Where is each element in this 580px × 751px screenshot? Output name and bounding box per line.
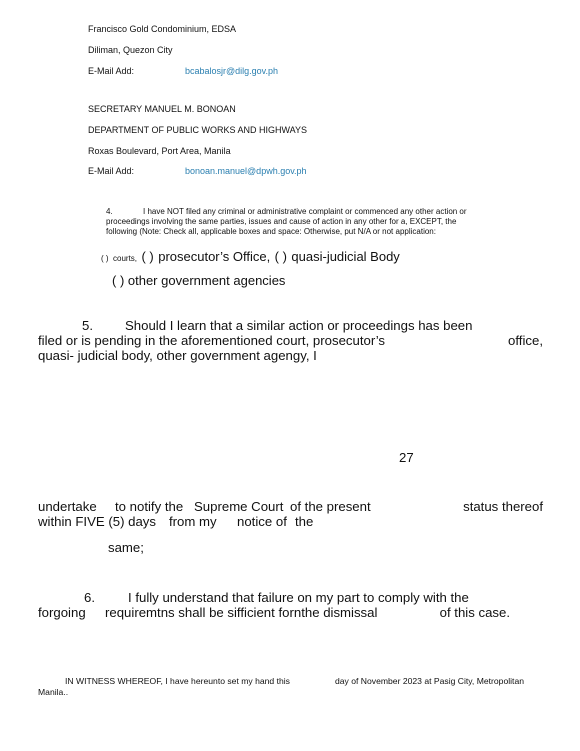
paragraph-text: of this case. — [439, 605, 510, 620]
checkbox-courts[interactable]: ( ) — [101, 254, 109, 263]
option-other-agencies: ( ) other government agencies — [112, 273, 286, 288]
paragraph-number: 5. — [82, 318, 93, 333]
email-link[interactable]: bcabalosjr@dilg.gov.ph — [185, 66, 279, 76]
paragraph-text: forgoing — [38, 605, 86, 620]
paragraph-text: Supreme Court — [194, 499, 284, 514]
option-label: prosecutor’s Office, — [158, 249, 271, 264]
witness-text: IN WITNESS WHEREOF, I have hereunto set my hand this — [65, 676, 290, 686]
paragraph-text: notice of — [237, 514, 287, 529]
option-label: courts, — [113, 254, 138, 263]
paragraph-number: 4. — [106, 207, 113, 216]
paragraph-text: undertake — [38, 499, 97, 514]
checkbox-quasi-judicial[interactable]: ( ) — [274, 249, 287, 264]
address-line-1: Francisco Gold Condominium, EDSA — [88, 24, 237, 34]
paragraph-text: I fully understand that failure on my part to comply with the — [128, 590, 469, 605]
paragraph-text: I have NOT filed any criminal or administrative complaint or commenced any other action or — [143, 207, 467, 216]
paragraph-text: office, — [508, 333, 543, 348]
witness-text: day of November 2023 at Pasig City, Metropolitan — [335, 676, 524, 686]
paragraph-text: same; — [108, 540, 144, 555]
email-label: E-Mail Add: — [88, 66, 135, 76]
page-number: 27 — [399, 450, 414, 465]
paragraph-number: 6. — [84, 590, 95, 605]
addressee-department: DEPARTMENT OF PUBLIC WORKS AND HIGHWAYS — [88, 125, 308, 135]
paragraph-text: status thereof — [463, 499, 543, 514]
option-courts — [101, 248, 400, 266]
paragraph-text: within FIVE (5) days — [38, 514, 156, 529]
addressee-name: SECRETARY MANUEL M. BONOAN — [88, 104, 236, 114]
addressee-address: Roxas Boulevard, Port Area, Manila — [88, 146, 231, 156]
checkbox-prosecutor[interactable]: ( ) — [141, 249, 154, 264]
paragraph-text: quasi- judicial body, other government agengy, I — [38, 348, 317, 363]
paragraph-text: filed or is pending in the aforementioned court, prosecutor’s — [38, 333, 385, 348]
paragraph-text: the — [295, 514, 314, 529]
paragraph-text: of the present — [290, 499, 371, 514]
paragraph-text: requiremtns shall be sifficient fornthe dismissal — [105, 605, 378, 620]
option-label: quasi-judicial Body — [291, 249, 400, 264]
paragraph-text: proceedings involving the same parties, issues and cause of action in any other for a, EXCEPT, the — [106, 217, 457, 226]
address-line-2: Diliman, Quezon City — [88, 45, 173, 55]
paragraph-text: Should I learn that a similar action or proceedings has been — [125, 318, 473, 333]
paragraph-text: from my — [169, 514, 217, 529]
paragraph-text: following (Note: Check all, applicable boxes and space: Otherwise, put N/A or not application: — [106, 227, 436, 236]
witness-text: Manila.. — [38, 687, 69, 697]
email-link[interactable]: bonoan.manuel@dpwh.gov.ph — [185, 166, 307, 176]
paragraph-text: to notify the — [115, 499, 184, 514]
email-label: E-Mail Add: — [88, 166, 135, 176]
